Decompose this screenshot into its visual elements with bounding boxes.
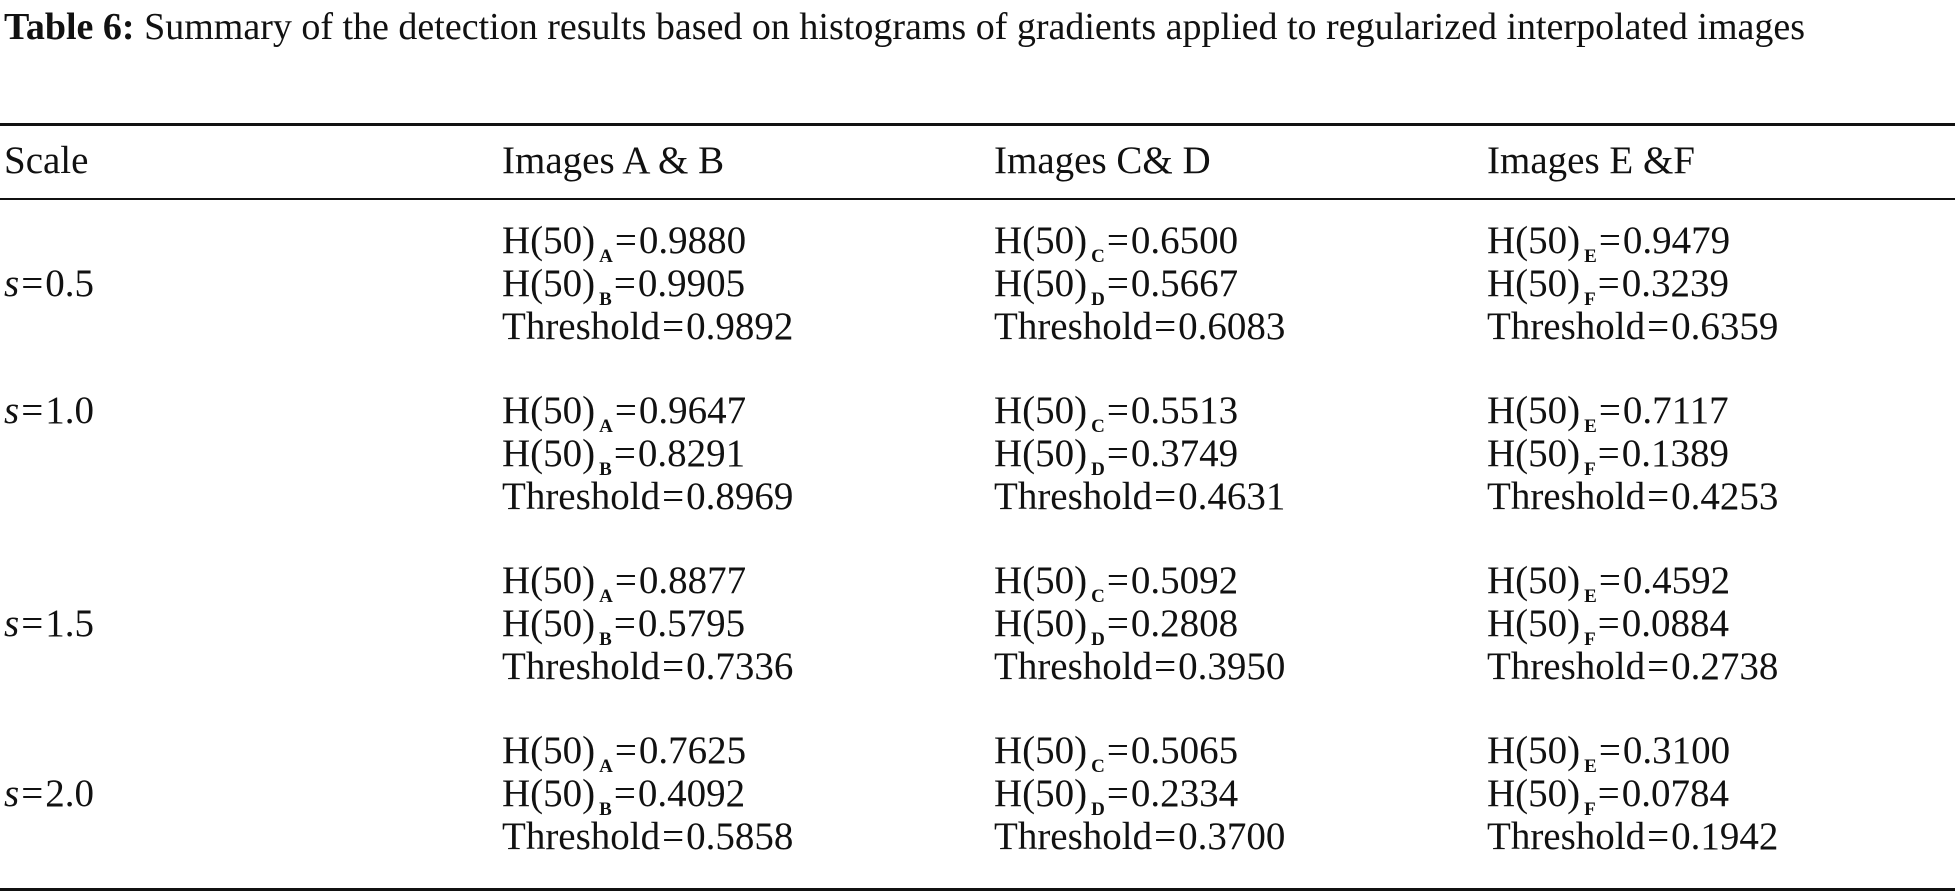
image-subscript: B	[599, 459, 612, 480]
h-prefix: H(50)	[502, 262, 596, 305]
equals-sign: =	[1106, 432, 1129, 475]
header-images-cd: Images C& D	[994, 139, 1211, 182]
value: 0.5513	[1130, 389, 1239, 432]
h-prefix: H(50)	[994, 602, 1088, 645]
header-scale: Scale	[4, 139, 89, 182]
equals-sign: =	[1647, 815, 1670, 858]
value: 0.2334	[1130, 772, 1239, 815]
h-prefix: H(50)	[502, 559, 596, 602]
equals-sign: =	[613, 262, 636, 305]
value: 0.5092	[1130, 559, 1239, 602]
equals-sign: =	[662, 815, 685, 858]
scale-equals: =	[21, 602, 44, 645]
value: 0.3950	[1178, 645, 1286, 688]
threshold-value-cd	[994, 646, 1285, 688]
h-prefix: H(50)	[994, 729, 1088, 772]
image-subscript: A	[599, 586, 613, 607]
equals-sign: =	[1647, 305, 1670, 348]
h-prefix: H(50)	[1487, 559, 1581, 602]
equals-sign: =	[1106, 772, 1129, 815]
caption-label: Table 6:	[4, 6, 135, 48]
image-subscript: E	[1584, 756, 1597, 777]
equals-sign: =	[614, 729, 637, 772]
h-prefix: H(50)	[502, 729, 596, 772]
scale-variable: s	[4, 602, 20, 645]
equals-sign: =	[614, 389, 637, 432]
header-images-ef: Images E &F	[1487, 139, 1695, 182]
value: 0.7117	[1622, 389, 1729, 432]
equals-sign: =	[1106, 389, 1129, 432]
threshold-label: Threshold	[502, 645, 661, 688]
scale-equals: =	[21, 772, 44, 815]
scale-equals: =	[21, 262, 44, 305]
h-prefix: H(50)	[1487, 729, 1581, 772]
threshold-value-ab	[502, 476, 793, 518]
equals-sign: =	[1597, 772, 1620, 815]
equals-sign: =	[1647, 475, 1670, 518]
equals-sign: =	[1597, 602, 1620, 645]
image-subscript: C	[1091, 756, 1105, 777]
equals-sign: =	[613, 772, 636, 815]
equals-sign: =	[1597, 432, 1620, 475]
h-prefix: H(50)	[994, 262, 1088, 305]
equals-sign: =	[1106, 219, 1129, 262]
image-subscript: D	[1091, 629, 1105, 650]
equals-sign: =	[1597, 262, 1620, 305]
image-subscript: F	[1584, 289, 1596, 310]
value: 0.3100	[1622, 729, 1731, 772]
h-prefix: H(50)	[994, 772, 1088, 815]
scale-cell	[4, 390, 94, 432]
h-prefix: H(50)	[994, 432, 1088, 475]
value: 0.0784	[1621, 772, 1729, 815]
h-prefix: H(50)	[1487, 219, 1581, 262]
image-subscript: B	[599, 799, 612, 820]
threshold-value-ab	[502, 306, 793, 348]
equals-sign: =	[1154, 475, 1177, 518]
threshold-label: Threshold	[994, 305, 1153, 348]
threshold-label: Threshold	[1487, 305, 1646, 348]
equals-sign: =	[1154, 815, 1177, 858]
value: 0.9905	[637, 262, 746, 305]
scale-value: 1.0	[45, 389, 94, 432]
threshold-label: Threshold	[1487, 645, 1646, 688]
value: 0.4253	[1671, 475, 1779, 518]
header-rule	[0, 198, 1955, 200]
image-subscript: C	[1091, 586, 1105, 607]
equals-sign: =	[662, 645, 685, 688]
h-prefix: H(50)	[502, 602, 596, 645]
value: 0.0884	[1621, 602, 1729, 645]
value: 0.7625	[638, 729, 747, 772]
header-images-ab: Images A & B	[502, 139, 725, 182]
value: 0.1942	[1671, 815, 1779, 858]
threshold-value-ab	[502, 816, 793, 858]
image-subscript: D	[1091, 799, 1105, 820]
value: 0.9892	[686, 305, 794, 348]
threshold-label: Threshold	[994, 815, 1153, 858]
value: 0.6359	[1671, 305, 1779, 348]
threshold-label: Threshold	[994, 475, 1153, 518]
threshold-label: Threshold	[502, 305, 661, 348]
scale-variable: s	[4, 772, 20, 815]
image-subscript: E	[1584, 586, 1597, 607]
image-subscript: C	[1091, 246, 1105, 267]
image-subscript: B	[599, 289, 612, 310]
equals-sign: =	[1598, 389, 1621, 432]
value: 0.6083	[1178, 305, 1286, 348]
image-subscript: B	[599, 629, 612, 650]
value: 0.4092	[637, 772, 746, 815]
bottom-rule	[0, 888, 1955, 891]
scale-value: 0.5	[45, 262, 94, 305]
value: 0.5065	[1130, 729, 1239, 772]
threshold-value-cd	[994, 476, 1285, 518]
h-prefix: H(50)	[994, 389, 1088, 432]
image-subscript: F	[1584, 799, 1596, 820]
image-subscript: A	[599, 756, 613, 777]
equals-sign: =	[1598, 729, 1621, 772]
h-prefix: H(50)	[1487, 389, 1581, 432]
image-subscript: A	[599, 416, 613, 437]
equals-sign: =	[1598, 219, 1621, 262]
value: 0.9880	[638, 219, 747, 262]
equals-sign: =	[1647, 645, 1670, 688]
threshold-value-ef	[1487, 816, 1778, 858]
equals-sign: =	[1154, 305, 1177, 348]
value: 0.2808	[1130, 602, 1239, 645]
table-caption	[4, 4, 1949, 50]
h-prefix: H(50)	[1487, 772, 1581, 815]
equals-sign: =	[613, 432, 636, 475]
value: 0.5858	[686, 815, 794, 858]
value: 0.9479	[1622, 219, 1731, 262]
threshold-value-cd	[994, 306, 1285, 348]
threshold-label: Threshold	[1487, 815, 1646, 858]
image-subscript: D	[1091, 289, 1105, 310]
scale-cell	[4, 263, 94, 305]
equals-sign: =	[1154, 645, 1177, 688]
image-subscript: A	[599, 246, 613, 267]
threshold-label: Threshold	[502, 815, 661, 858]
scale-cell	[4, 603, 94, 645]
threshold-value-ab	[502, 646, 793, 688]
equals-sign: =	[1106, 559, 1129, 602]
scale-value: 1.5	[45, 602, 94, 645]
threshold-label: Threshold	[994, 645, 1153, 688]
value: 0.3239	[1621, 262, 1729, 305]
h-prefix: H(50)	[502, 432, 596, 475]
equals-sign: =	[1106, 729, 1129, 772]
h-prefix: H(50)	[1487, 262, 1581, 305]
value: 0.2738	[1671, 645, 1779, 688]
scale-variable: s	[4, 389, 20, 432]
threshold-label: Threshold	[502, 475, 661, 518]
equals-sign: =	[614, 559, 637, 602]
h-prefix: H(50)	[994, 559, 1088, 602]
h-prefix: H(50)	[502, 772, 596, 815]
value: 0.5667	[1130, 262, 1239, 305]
value: 0.6500	[1130, 219, 1239, 262]
value: 0.4592	[1622, 559, 1731, 602]
top-rule	[0, 123, 1955, 126]
h-prefix: H(50)	[502, 219, 596, 262]
equals-sign: =	[1598, 559, 1621, 602]
equals-sign: =	[662, 305, 685, 348]
value: 0.3700	[1178, 815, 1286, 858]
value: 0.4631	[1178, 475, 1286, 518]
value: 0.8291	[637, 432, 746, 475]
image-subscript: D	[1091, 459, 1105, 480]
threshold-value-ef	[1487, 306, 1778, 348]
h-prefix: H(50)	[1487, 602, 1581, 645]
caption-text: Summary of the detection results based on histograms of gradients applied to regularized interpolated images	[134, 6, 1806, 48]
scale-value: 2.0	[45, 772, 94, 815]
equals-sign: =	[662, 475, 685, 518]
equals-sign: =	[613, 602, 636, 645]
value: 0.8969	[686, 475, 794, 518]
value: 0.1389	[1621, 432, 1729, 475]
image-subscript: E	[1584, 246, 1597, 267]
value: 0.8877	[638, 559, 747, 602]
equals-sign: =	[1106, 602, 1129, 645]
h-prefix: H(50)	[1487, 432, 1581, 475]
value: 0.3749	[1130, 432, 1239, 475]
value: 0.7336	[686, 645, 794, 688]
scale-cell	[4, 773, 94, 815]
image-subscript: C	[1091, 416, 1105, 437]
h-prefix: H(50)	[502, 389, 596, 432]
h-prefix: H(50)	[994, 219, 1088, 262]
scale-equals: =	[21, 389, 44, 432]
threshold-value-cd	[994, 816, 1285, 858]
threshold-label: Threshold	[1487, 475, 1646, 518]
image-subscript: E	[1584, 416, 1597, 437]
threshold-value-ef	[1487, 476, 1778, 518]
equals-sign: =	[614, 219, 637, 262]
image-subscript: F	[1584, 459, 1596, 480]
value: 0.9647	[638, 389, 747, 432]
image-subscript: F	[1584, 629, 1596, 650]
scale-variable: s	[4, 262, 20, 305]
threshold-value-ef	[1487, 646, 1778, 688]
value: 0.5795	[637, 602, 746, 645]
equals-sign: =	[1106, 262, 1129, 305]
